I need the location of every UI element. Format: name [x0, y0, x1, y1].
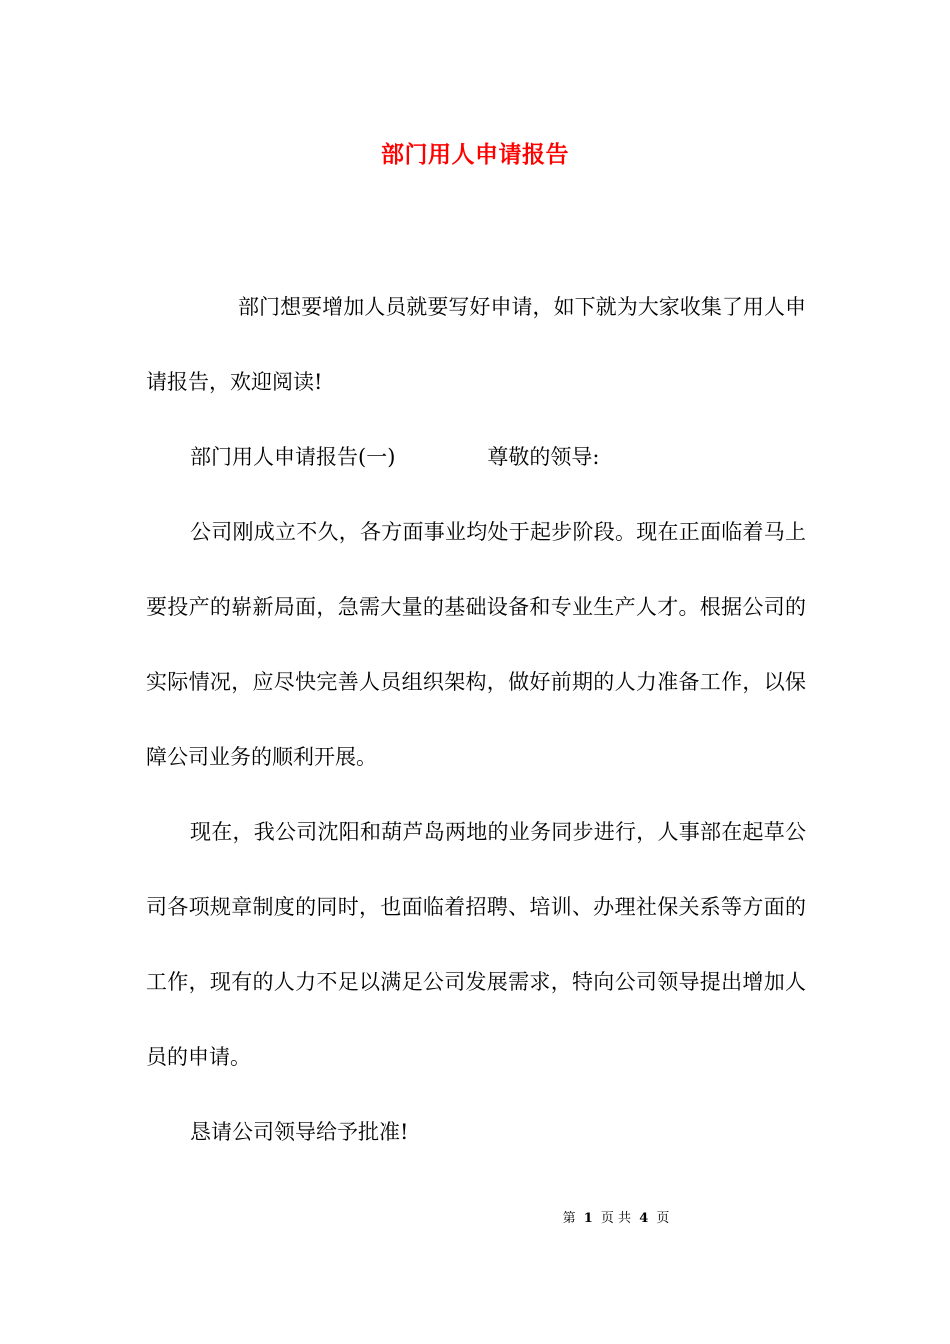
body-paragraph-3: 恳请公司领导给予批准!	[190, 1120, 409, 1144]
section-heading: 部门用人申请报告(一)	[190, 445, 396, 469]
footer-middle: 页 共	[600, 1211, 632, 1226]
body-paragraph-2: 现在，我公司沈阳和葫芦岛两地的业务同步进行，人事部在起草公司各项规章制度的同时，也面临着招聘、培训、办理社保关系等方面的工作，现有的人力不足以满足公司发展需求，特向公司领导提出增加人员的申请。	[146, 820, 806, 1069]
section-heading-line	[146, 420, 806, 495]
intro-paragraph: 部门想要增加人员就要写好申请，如下就为大家收集了用人申请报告，欢迎阅读!	[146, 295, 806, 394]
footer-prefix: 第	[562, 1211, 576, 1226]
document-title: 部门用人申请报告	[381, 141, 569, 168]
page-footer	[0, 1207, 950, 1226]
footer-current-page: 1	[583, 1211, 593, 1226]
footer-suffix: 页	[656, 1211, 670, 1226]
footer-total-pages: 4	[639, 1211, 649, 1226]
salutation: 尊敬的领导:	[487, 445, 600, 469]
document-body	[146, 270, 806, 1170]
body-paragraph-1: 公司刚成立不久，各方面事业均处于起步阶段。现在正面临着马上要投产的崭新局面，急需大量的基础设备和专业生产人才。根据公司的实际情况，应尽快完善人员组织架构，做好前期的人力准备工作，以保障公司业务的顺利开展。	[146, 520, 806, 769]
